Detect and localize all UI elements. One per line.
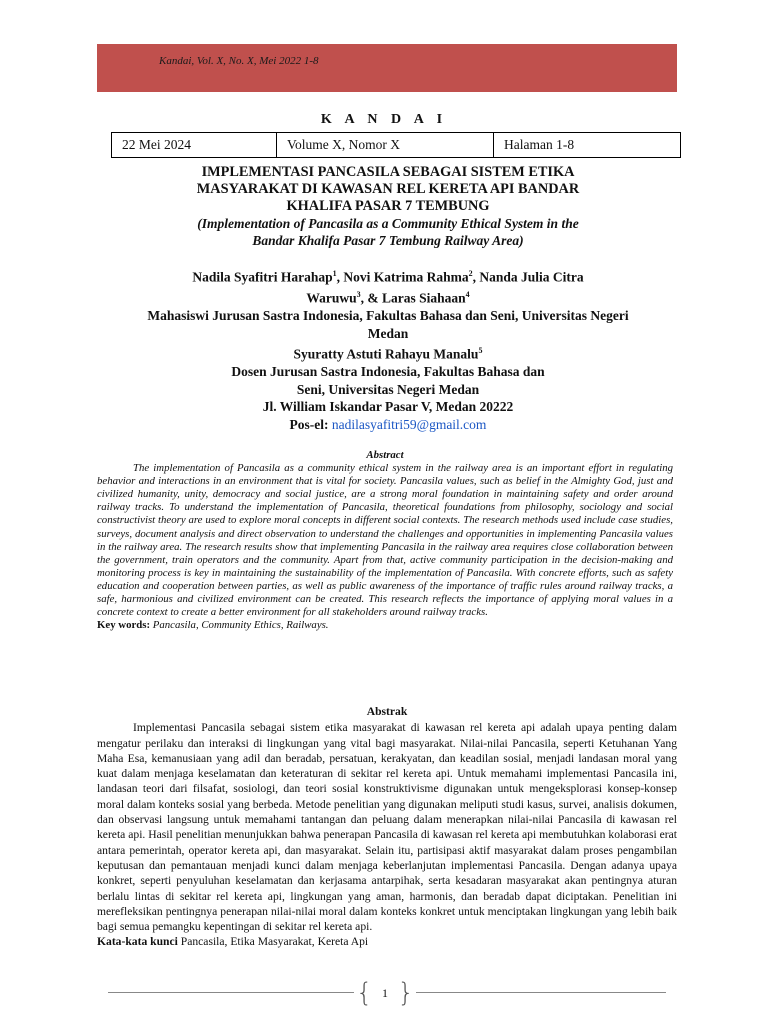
address-line: Jl. William Iskandar Pasar V, Medan 20222 — [262, 399, 514, 414]
footer-page-marker — [356, 978, 414, 1008]
author-line — [100, 286, 676, 307]
issue-info-table — [111, 132, 681, 158]
keywords-label: Key words: — [97, 619, 151, 632]
kata-kunci-text: Pancasila, Etika Masyarakat, Kereta Api — [177, 935, 369, 949]
right-brace-icon: } — [397, 978, 414, 1008]
author-name: Waruwu — [306, 290, 357, 306]
article-title-line: MASYARAKAT DI KAWASAN REL KERETA API BANDAR — [196, 181, 580, 197]
author-superscript: 4 — [465, 290, 470, 299]
header-banner — [97, 44, 677, 92]
author-line — [100, 265, 676, 286]
email-line — [100, 416, 676, 434]
english-title-line: Bandar Khalifa Pasar 7 Tembung Railway Area) — [252, 233, 524, 248]
affiliation-line: Medan — [367, 325, 409, 341]
abstract-indonesian — [97, 704, 677, 950]
author-superscript: 3 — [356, 290, 361, 299]
author-name: , & Laras Siahaan — [360, 290, 466, 306]
issue-volume: Volume X, Nomor X — [277, 133, 494, 157]
journal-name: K A N D A I — [320, 112, 448, 127]
abstract-body: The implementation of Pancasila as a community ethical system in the railway area is an important effort in regulating behavior and interactions in an environment that is vital for society. Pancasila values, such as belief in the Almighty God, just and civilized humanity, unity, democracy and social justice, are a strong moral foundation in maintaining safety and order around railway tracks. To understand the implementation of Pancasila, theoretical foundations from philosophy, sociology and social constructivist theory are used to explore moral concepts in different social contexts. The research methods used include case studies, surveys, document analysis and direct observation to understand the challenges and opportunities in implementing Pancasila values in the railway area. The research results show that implementing Pancasila in the railway area requires close collaboration between the government, train operators and the community. Apart from that, active community participation in the decision-making and monitoring process is key in maintaining the sustainability of the implementation of Pancasila. With concrete efforts, such as safety education and cooperation between parties, as well as public awareness of the importance of traffic rules around railway tracks, a safe, harmonious and civilized environment can be created. This research reflects the importance of applying moral values in a concrete context to create a better environment for all stakeholders around railway tracks. — [97, 462, 673, 619]
keywords-text: Pancasila, Community Ethics, Railways. — [150, 619, 329, 632]
abstract-english — [97, 449, 673, 632]
article-title-line: IMPLEMENTASI PANCASILA SEBAGAI SISTEM ETIKA — [201, 164, 575, 180]
keywords-line — [97, 619, 673, 632]
authors-block — [100, 265, 676, 433]
running-header: Kandai, Vol. X, No. X, Mei 2022 1-8 — [159, 55, 319, 67]
kata-kunci-label: Kata-kata kunci — [97, 935, 178, 949]
author-superscript: 5 — [478, 346, 483, 355]
footer-divider-right — [416, 992, 666, 993]
author-name: Syuratty Astuti Rahayu Manalu — [293, 346, 479, 362]
author-name: Nadila Syafitri Harahap — [192, 269, 333, 285]
page-number: 1 — [382, 985, 388, 1000]
affiliation-line: Mahasiswi Jurusan Sastra Indonesia, Fakultas Bahasa dan Seni, Universitas Negeri — [147, 308, 629, 323]
article-title-line: KHALIFA PASAR 7 TEMBUNG — [286, 198, 490, 214]
author-name: , Novi Katrima Rahma — [336, 269, 469, 285]
issue-date: 22 Mei 2024 — [112, 133, 277, 157]
author-superscript: 1 — [332, 269, 337, 278]
article-title-block — [110, 164, 666, 249]
author-line — [100, 342, 676, 363]
author-superscript: 2 — [468, 269, 473, 278]
kata-kunci-line — [97, 934, 677, 949]
abstract-heading: Abstract — [366, 449, 404, 461]
footer-divider-left — [108, 992, 354, 993]
english-title-line: (Implementation of Pancasila as a Community Ethical System in the — [197, 216, 579, 231]
issue-pages: Halaman 1-8 — [504, 137, 575, 152]
author-name: , Nanda Julia Citra — [472, 269, 584, 285]
email-link[interactable]: nadilasyafitri59@gmail.com — [331, 416, 487, 432]
abstrak-heading: Abstrak — [366, 705, 408, 718]
affiliation-line: Dosen Jurusan Sastra Indonesia, Fakultas Bahasa dan — [231, 364, 545, 379]
abstrak-body: Implementasi Pancasila sebagai sistem etika masyarakat di kawasan rel kereta api adalah upaya penting dalam mengatur perilaku dan interaksi di lingkungan yang vital bagi masyarakat. Nilai-nilai Pancasila, seperti Ketuhanan Yang Maha Esa, kemanusiaan yang adil dan beradab, persatuan, kerakyatan, dan keadilan sosial, menjadi landasan moral yang kuat dalam menjaga keselamatan dan keteraturan di sekitar rel kereta api. Untuk memahami implementasi Pancasila ini, landasan teori dari filsafat, sosiologi, dan teori sosial konstruktivisme digunakan untuk mengeksplorasi konsep-konsep moral dalam konteks sosial yang berbeda. Metode penelitian yang digunakan meliputi studi kasus, survei, analisis dokumen, dan observasi langsung untuk memahami tantangan dan peluang dalam menerapkan nilai-nilai Pancasila di kawasan rel kereta api. Hasil penelitian menunjukkan bahwa penerapan Pancasila di kawasan rel kereta api membutuhkan kolaborasi erat antara pemerintah, operator kereta api, dan masyarakat. Selain itu, partisipasi aktif masyarakat dalam proses pengambilan keputusan dan pemantauan menjadi kunci dalam menjaga keberlanjutan implementasi Pancasila. Dengan adanya upaya konkret, seperti penyuluhan keselamatan dan kerjasama antarpihak, serta kesadaran masyarakat akan pentingnya aturan berlalu lintas di sekitar rel kereta api, lingkungan yang aman, harmonis, dan beradab dapat diciptakan. Penelitian ini merefleksikan pentingnya penerapan nilai-nilai moral dalam konteks konkret untuk menciptakan lingkungan yang lebih baik bagi semua pemangku kepentingan di sekitar rel kereta api. — [97, 721, 677, 934]
left-brace-icon: { — [356, 978, 373, 1008]
email-label: Pos-el: — [289, 416, 332, 432]
affiliation-line: Seni, Universitas Negeri Medan — [296, 381, 480, 397]
